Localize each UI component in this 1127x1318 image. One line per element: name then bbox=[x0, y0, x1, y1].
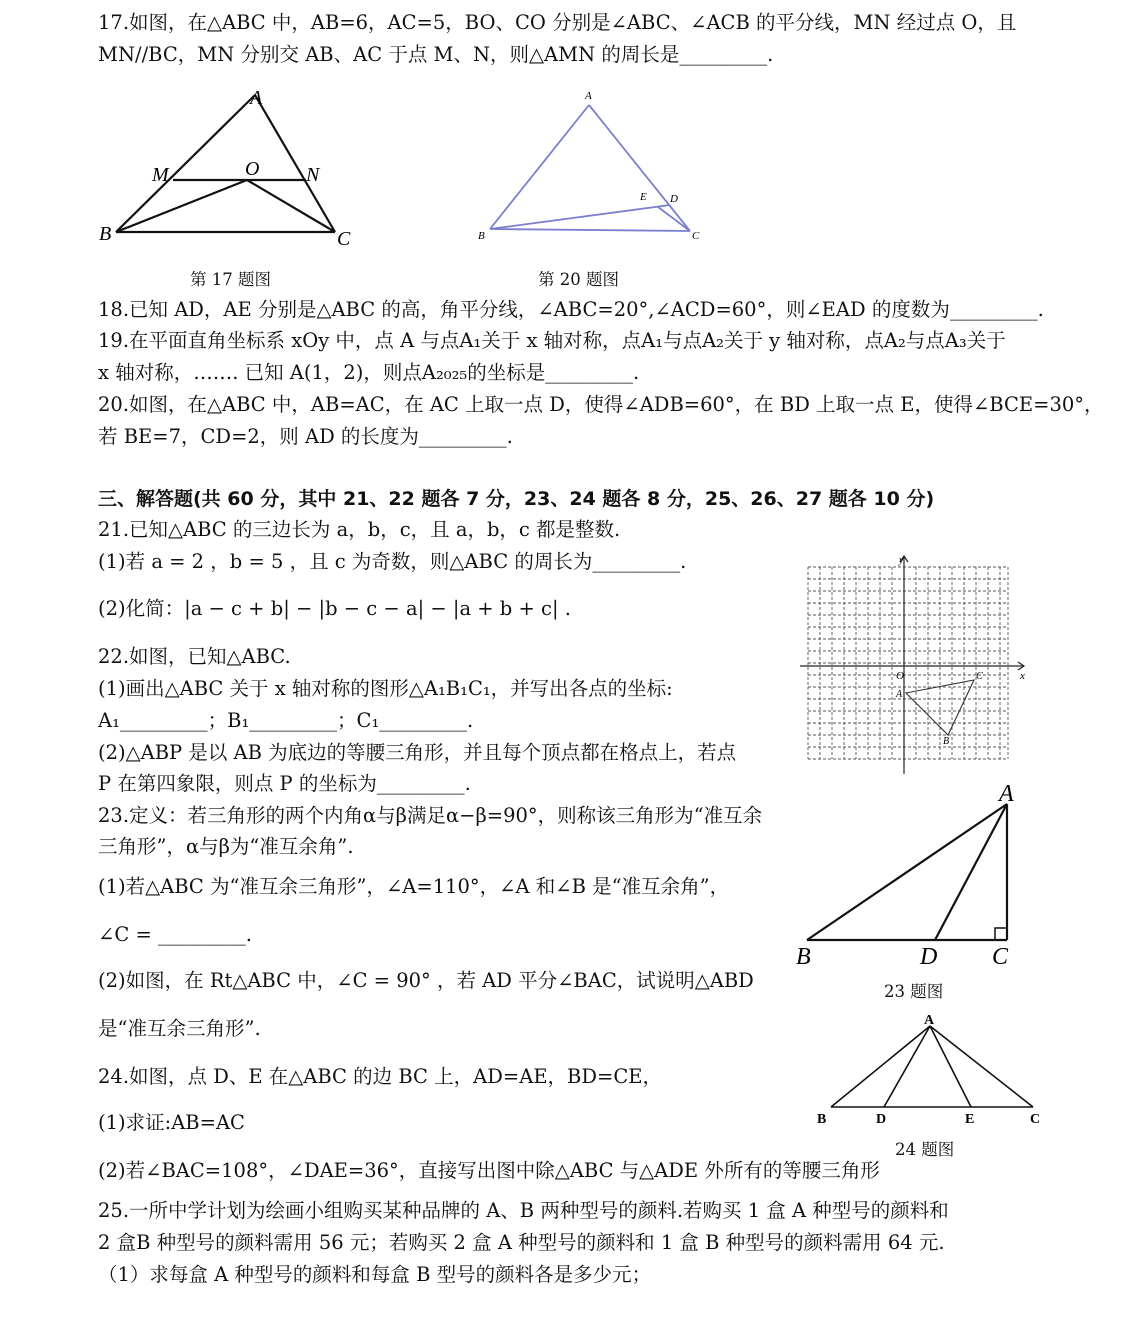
grid-label-c: C bbox=[976, 671, 983, 682]
q25-text-line1: 25.一所中学计划为绘画小组购买某种品牌的 A、B 两种型号的颜料.若购买 1 盒 A 种型号的颜料和 bbox=[98, 1199, 949, 1222]
fig20-label-d: D bbox=[670, 193, 678, 205]
fig24-label-e: E bbox=[965, 1112, 975, 1127]
q24-part1: (1)求证:AB=AC bbox=[98, 1111, 245, 1134]
figure-20 bbox=[470, 85, 710, 250]
q24-text: 24.如图，点 D、E 在△ABC 的边 BC 上，AD=AE，BD=CE， bbox=[98, 1065, 663, 1088]
q21-part2: (2)化简：|a − c + b| − |b − c − a| − |a + b + c| . bbox=[98, 597, 571, 620]
q22-part1: (1)画出△ABC 关于 x 轴对称的图形△A₁B₁C₁，并写出各点的坐标: bbox=[98, 677, 673, 700]
q23-text-line2: 三角形”，α与β为“准互余角”. bbox=[98, 835, 354, 858]
q19-text-line2: x 轴对称，……. 已知 A(1，2)，则点A₂₀₂₅的坐标是_________. bbox=[98, 361, 640, 384]
fig24-caption: 24 题图 bbox=[895, 1140, 955, 1159]
fig24-label-b: B bbox=[817, 1112, 827, 1127]
fig17-label-n: N bbox=[306, 164, 320, 186]
q23-text-line1: 23.定义：若三角形的两个内角α与β满足α−β=90°，则称该三角形为“准互余 bbox=[98, 804, 763, 827]
grid-label-o: O bbox=[896, 670, 904, 682]
q22-text: 22.如图，已知△ABC. bbox=[98, 645, 291, 668]
fig24-label-a: A bbox=[924, 1013, 935, 1028]
q20-text-line2: 若 BE=7，CD=2，则 AD 的长度为_________. bbox=[98, 425, 513, 448]
q21-part1: (1)若 a = 2 ，b = 5 ，且 c 为奇数，则△ABC 的周长为_________. bbox=[98, 550, 687, 573]
fig17-label-c: C bbox=[337, 228, 351, 250]
section-3-heading: 三、解答题(共 60 分，其中 21、22 题各 7 分，23、24 题各 8 分，25、26、27 题各 10 分) bbox=[98, 488, 935, 510]
figure-17 bbox=[95, 82, 365, 252]
q23-part1: (1)若△ABC 为“准互余三角形”，∠A=110°，∠A 和∠B 是“准互余角”， bbox=[98, 875, 730, 898]
q23-part2-line2: 是“准互余三角形”. bbox=[98, 1017, 261, 1040]
fig24-label-c: C bbox=[1030, 1112, 1041, 1127]
q20-text-line1: 20.如图，在△ABC 中，AB=AC，在 AC 上取一点 D，使得∠ADB=60°，在 BD 上取一点 E，使得∠BCE=30°， bbox=[98, 393, 1104, 416]
fig17-label-b: B bbox=[99, 223, 112, 245]
fig17-caption: 第 17 题图 bbox=[190, 270, 271, 289]
fig20-caption: 第 20 题图 bbox=[538, 270, 619, 289]
figure-22-grid bbox=[798, 552, 1034, 777]
fig23-label-c: C bbox=[992, 944, 1009, 970]
q24-part2: (2)若∠BAC=108°，∠DAE=36°，直接写出图中除△ABC 与△ADE 外所有的等腰三角形 bbox=[98, 1159, 880, 1182]
grid-label-a: A bbox=[896, 689, 903, 700]
fig23-label-d: D bbox=[920, 944, 938, 970]
figure-24 bbox=[812, 1008, 1052, 1133]
q22-part1-answers: A₁_________；B₁_________；C₁_________. bbox=[98, 709, 474, 732]
q25-text-line2: 2 盒B 种型号的颜料需用 56 元；若购买 2 盒 A 种型号的颜料和 1 盒 B 种型号的颜料需用 64 元. bbox=[98, 1231, 945, 1254]
q22-part2-line1: (2)△ABP 是以 AB 为底边的等腰三角形，并且每个顶点都在格点上，若点 bbox=[98, 741, 737, 764]
fig23-caption: 23 题图 bbox=[884, 982, 944, 1001]
q23-part2-line1: (2)如图，在 Rt△ABC 中，∠C = 90° ，若 AD 平分∠BAC，试说明△ABD bbox=[98, 969, 754, 992]
fig20-label-e: E bbox=[640, 191, 647, 203]
fig20-label-c: C bbox=[692, 230, 700, 242]
q19-text-line1: 19.在平面直角坐标系 xOy 中，点 A 与点A₁关于 x 轴对称，点A₁与点A₂关于 y 轴对称，点A₂与点A₃关于 bbox=[98, 329, 1006, 352]
q17-text-line1: 17.如图，在△ABC 中，AB=6，AC=5，BO、CO 分别是∠ABC、∠ACB 的平分线，MN 经过点 O，且 bbox=[98, 11, 1017, 34]
grid-label-y: y bbox=[899, 555, 904, 566]
figure-23 bbox=[790, 780, 1030, 970]
q23-part1-answer: ∠C = _________. bbox=[98, 923, 252, 946]
q21-text: 21.已知△ABC 的三边长为 a，b，c，且 a，b，c 都是整数. bbox=[98, 518, 621, 541]
q17-text-line2: MN//BC，MN 分别交 AB、AC 于点 M、N，则△AMN 的周长是_________. bbox=[98, 43, 774, 66]
fig17-label-o: O bbox=[245, 158, 260, 180]
grid-label-x: x bbox=[1020, 670, 1025, 682]
fig23-label-a: A bbox=[999, 781, 1014, 807]
q18-text: 18.已知 AD，AE 分别是△ABC 的高，角平分线，∠ABC=20°,∠ACD=60°，则∠EAD 的度数为_________. bbox=[98, 298, 1044, 321]
fig23-label-b: B bbox=[796, 944, 811, 970]
fig17-label-a: A bbox=[250, 87, 263, 109]
fig20-label-a: A bbox=[585, 90, 592, 102]
fig24-label-d: D bbox=[876, 1112, 887, 1127]
q22-part2-line2: P 在第四象限，则点 P 的坐标为_________. bbox=[98, 772, 471, 795]
q25-part1: （1）求每盒 A 种型号的颜料和每盒 B 型号的颜料各是多少元； bbox=[98, 1263, 652, 1286]
fig20-label-b: B bbox=[478, 230, 485, 242]
fig17-label-m: M bbox=[152, 164, 169, 186]
grid-label-b: B bbox=[943, 736, 950, 747]
